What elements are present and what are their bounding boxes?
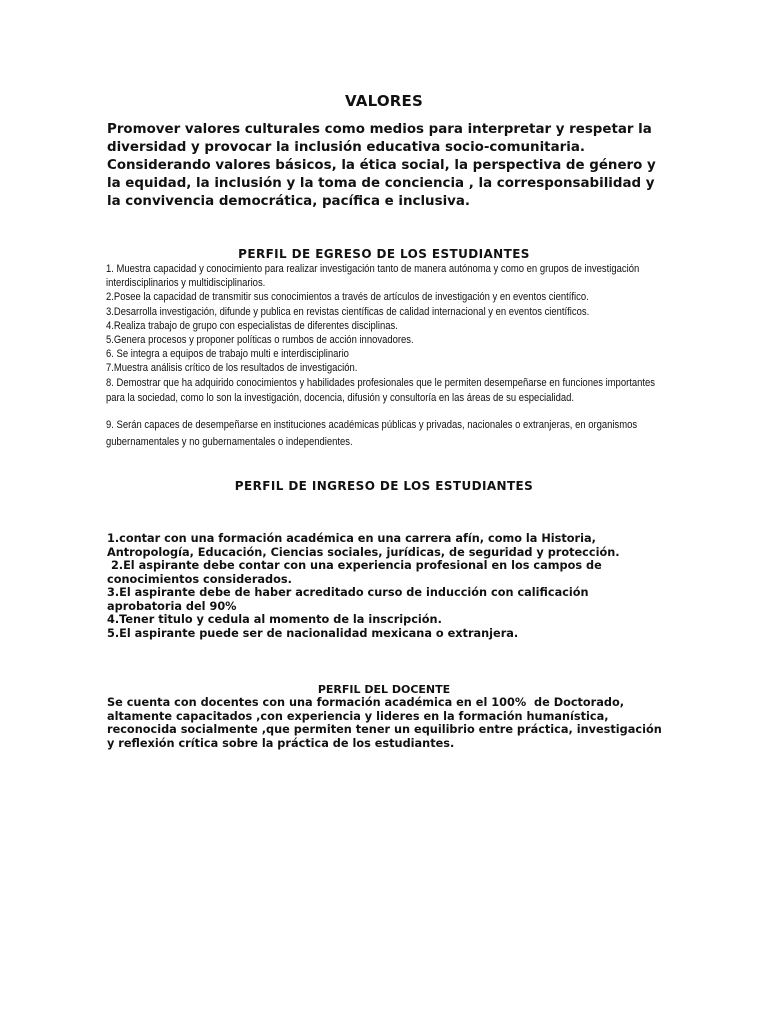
ingreso-item: 2.El aspirante debe contar con una experiencia profesional en los campos de conocimientos considerados. bbox=[107, 559, 606, 586]
egreso-item: 6. Se integra a equipos de trabajo multi e interdisciplinario bbox=[106, 348, 349, 361]
valores-heading: VALORES bbox=[345, 92, 423, 110]
ingreso-item: 1.contar con una formación académica en una carrera afín, como la Historia, Antropología, Educación, Ciencias sociales, jurídicas, de seguridad y protección. bbox=[107, 532, 620, 559]
egreso-item: 9. Serán capaces de desempeñarse en instituciones académicas públicas y privadas, nacionales o extranjeras, en organismos gubernamentales y no gubernamentales o independientes. bbox=[106, 419, 638, 448]
egreso-heading: PERFIL DE EGRESO DE LOS ESTUDIANTES bbox=[238, 247, 530, 261]
docente-heading: PERFIL DEL DOCENTE bbox=[317, 683, 451, 696]
ingreso-list bbox=[107, 532, 667, 640]
egreso-item: 8. Demostrar que ha adquirido conocimientos y habilidades profesionales que le permiten desempeñarse en funciones importantes para la sociedad, como lo son la investigación, docencia, difusión y consultoría en las áreas de su especialidad. bbox=[106, 376, 656, 405]
ingreso-item: 3.El aspirante debe de haber acreditado curso de inducción con calificación aprobatoria del 90% bbox=[107, 586, 593, 613]
ingreso-item: 5.El aspirante puede ser de nacionalidad mexicana o extranjera. bbox=[107, 626, 519, 640]
docente-paragraph: Se cuenta con docentes con una formación académica en el 100% de Doctorado, altamente capacitados ,con experiencia y lideres en la formación humanística, reconocida socialmente ,que permiten tener un equilibrio entre práctica, investigación y reflexión crítica sobre la práctica de los estudiantes. bbox=[107, 696, 666, 750]
egreso-item: 7.Muestra análisis crítico de los resultados de investigación. bbox=[106, 362, 358, 375]
egreso-item: 3.Desarrolla investigación, difunde y publica en revistas científicas de calidad internacional y en eventos científicos. bbox=[106, 305, 590, 318]
egreso-list bbox=[106, 262, 666, 450]
ingreso-heading: PERFIL DE INGRESO DE LOS ESTUDIANTES bbox=[234, 479, 534, 493]
egreso-item: 5.Genera procesos y proponer políticas o rumbos de acción innovadores. bbox=[106, 334, 414, 347]
egreso-item: 1. Muestra capacidad y conocimiento para realizar investigación tanto de manera autónoma y como en grupos de investigación interdisciplinarios y multidisciplinarios. bbox=[106, 263, 640, 290]
ingreso-item: 4.Tener titulo y cedula al momento de la inscripción. bbox=[107, 613, 442, 626]
egreso-item: 4.Realiza trabajo de grupo con especialistas de diferentes disciplinas. bbox=[106, 319, 398, 332]
valores-paragraph: Promover valores culturales como medios para interpretar y respetar la diversidad y provocar la inclusión educativa socio-comunitaria. Considerando valores básicos, la ética social, la perspectiva de género y la equidad, la inclusión y la toma de conciencia , la corresponsabilidad y la convivencia democrática, pacífica e inclusiva. bbox=[107, 122, 656, 209]
egreso-item: 2.Posee la capacidad de transmitir sus conocimientos a través de artículos de investigación y en eventos científico. bbox=[106, 291, 589, 304]
